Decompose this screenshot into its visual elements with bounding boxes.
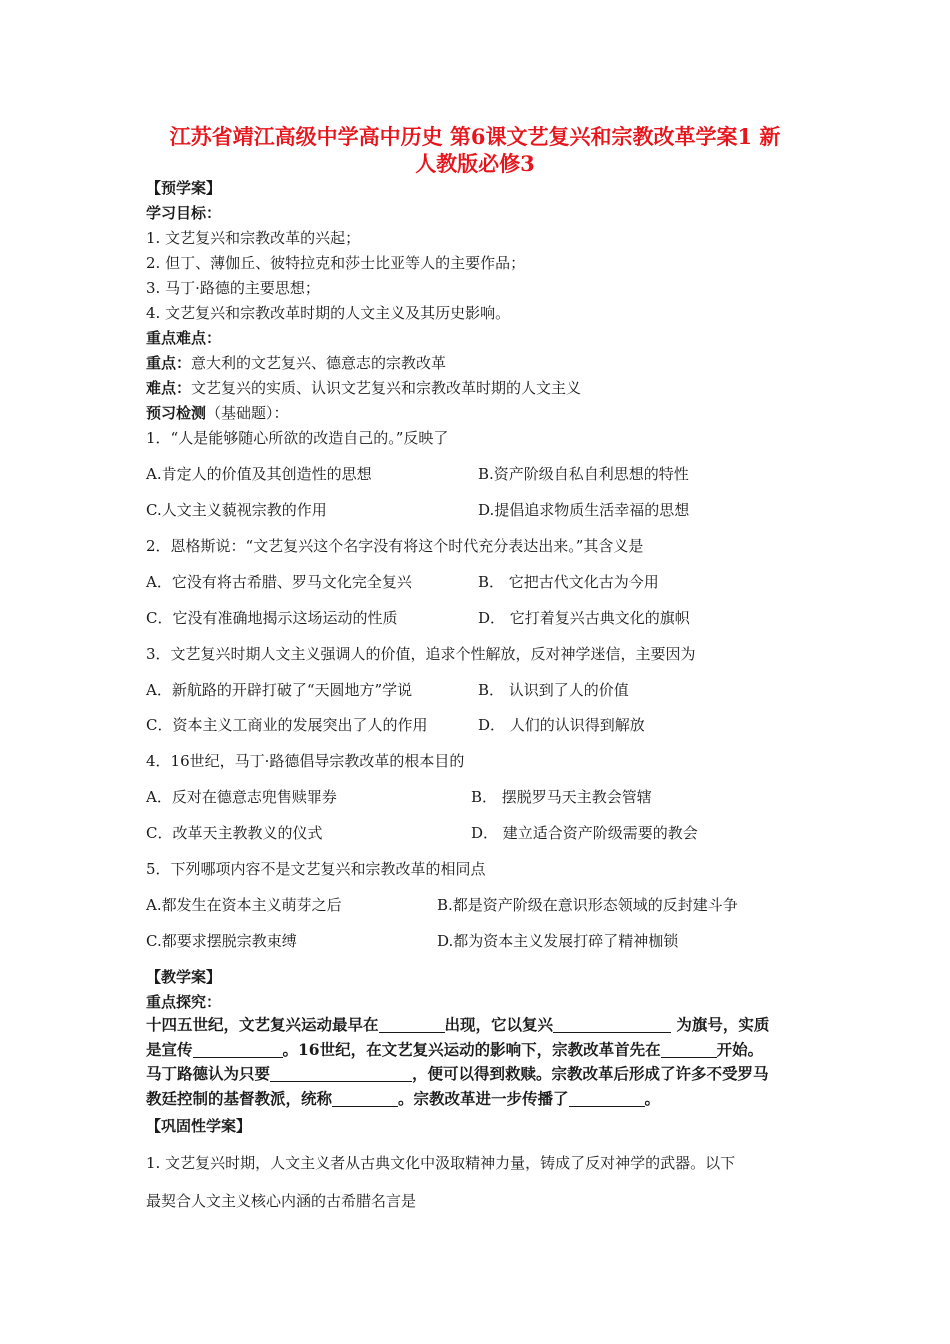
question-3-option-c: C．资本主义工商业的发展突出了人的作用 [146,716,428,734]
question-2-option-a: A．它没有将古希腊、罗马文化完全复兴 [146,573,412,591]
preview-check-label: 预习检测 [146,404,207,422]
difficult-point-label: 难点： [146,379,192,397]
consolidate-question-1-line-1: 1. 文艺复兴时期，人文主义者从古典文化中汲取精神力量，铸成了反对神学的武器。以下 [146,1154,736,1172]
question-5-option-a: A.都发生在资本主义萌芽之后 [146,896,342,914]
key-difficult-label: 重点难点： [146,329,222,347]
key-explore-label: 重点探究： [146,993,222,1011]
question-5-option-d: D.都为资本主义发展打碎了精神枷锁 [437,932,679,950]
blank-1 [379,1016,445,1033]
document-title-line1: 江苏省靖江高级中学高中历史 第6课文艺复兴和宗教改革学案1 新 [169,124,781,149]
difficult-point-line [146,377,581,398]
question-5-stem: 5．下列哪项内容不是文艺复兴和宗教改革的相同点 [146,860,486,878]
consolidate-question-1-line-2: 最契合人文主义核心内涵的古希腊名言是 [146,1192,417,1210]
blank-3 [193,1041,283,1058]
key-point-line [146,352,446,373]
goals-label: 学习目标： [146,204,222,222]
question-5-option-b: B.都是资产阶级在意识形态领域的反封建斗争 [437,896,738,914]
preview-check-line [146,402,289,423]
question-1-stem: 1．“人是能够随心所欲的改造自己的。”反映了 [146,429,449,447]
section-header-teaching: 【教学案】 [146,968,222,986]
fill-blank-paragraph [146,1013,808,1111]
blank-5 [270,1065,412,1082]
fill-blank-line-3: 马丁路德认为只要 ，便可以得到救赎。宗教改革后形成了许多不受罗马 [146,1064,769,1083]
blank-4 [661,1041,717,1058]
blank-2 [553,1016,671,1033]
question-4-stem: 4．16世纪，马丁·路德倡导宗教改革的根本目的 [146,752,465,770]
question-4-option-b: B． 摆脱罗马天主教会管辖 [471,788,652,806]
blank-7 [569,1090,645,1107]
question-4-option-c: C．改革天主教教义的仪式 [146,824,323,842]
question-4-option-d: D． 建立适合资产阶级需要的教会 [471,824,698,842]
question-1-option-d: D.提倡追求物质生活幸福的思想 [478,501,690,519]
fill-blank-line-1: 十四五世纪，文艺复兴运动最早在 出现，它以复兴 为旗号，实质 [146,1015,770,1034]
blank-6 [332,1090,398,1107]
question-2-option-b: B． 它把古代文化古为今用 [478,573,659,591]
question-5-option-c: C.都要求摆脱宗教束缚 [146,932,297,950]
question-2-option-c: C．它没有准确地揭示这场运动的性质 [146,609,398,627]
question-3-option-a: A．新航路的开辟打破了“天圆地方”学说 [146,681,413,699]
question-3-stem: 3．文艺复兴时期人文主义强调人的价值，追求个性解放，反对神学迷信，主要因为 [146,645,696,663]
question-1-option-a: A.肯定人的价值及其创造性的思想 [146,465,372,483]
document-title-line2: 人教版必修3 [415,151,535,176]
question-1-option-c: C.人文主义藐视宗教的作用 [146,501,327,519]
question-2-option-d: D． 它打着复兴古典文化的旗帜 [478,609,690,627]
fill-blank-line-4: 教廷控制的基督教派，统称 。宗教改革进一步传播了 。 [146,1088,661,1108]
goal-item-3: 3. 马丁·路德的主要思想； [146,279,320,297]
difficult-point-text: 文艺复兴的实质、认识文艺复兴和宗教改革时期的人文主义 [191,379,582,397]
question-2-stem: 2．恩格斯说：“文艺复兴这个名字没有将这个时代充分表达出来。”其含义是 [146,537,644,555]
section-header-preview: 【预学案】 [146,179,222,197]
question-3-option-d: D． 人们的认识得到解放 [478,716,645,734]
fill-blank-line-2: 是宣传 。16世纪，在文艺复兴运动的影响下，宗教改革首先在 开始。 [146,1039,764,1059]
key-point-label: 重点： [146,354,192,372]
question-4-option-a: A．反对在德意志兜售赎罪券 [146,788,337,806]
section-header-consolidate: 【巩固性学案】 [146,1117,252,1135]
goal-item-4: 4. 文艺复兴和宗教改革时期的人文主义及其历史影响。 [146,304,511,322]
question-1-option-b: B.资产阶级自私自利思想的特性 [478,465,689,483]
key-point-text: 意大利的文艺复兴、德意志的宗教改革 [191,354,447,372]
preview-check-suffix: （基础题）： [206,404,289,422]
goal-item-2: 2. 但丁、薄伽丘、彼特拉克和莎士比亚等人的主要作品； [146,254,526,272]
question-3-option-b: B． 认识到了人的价值 [478,681,629,699]
goal-item-1: 1. 文艺复兴和宗教改革的兴起； [146,229,361,247]
